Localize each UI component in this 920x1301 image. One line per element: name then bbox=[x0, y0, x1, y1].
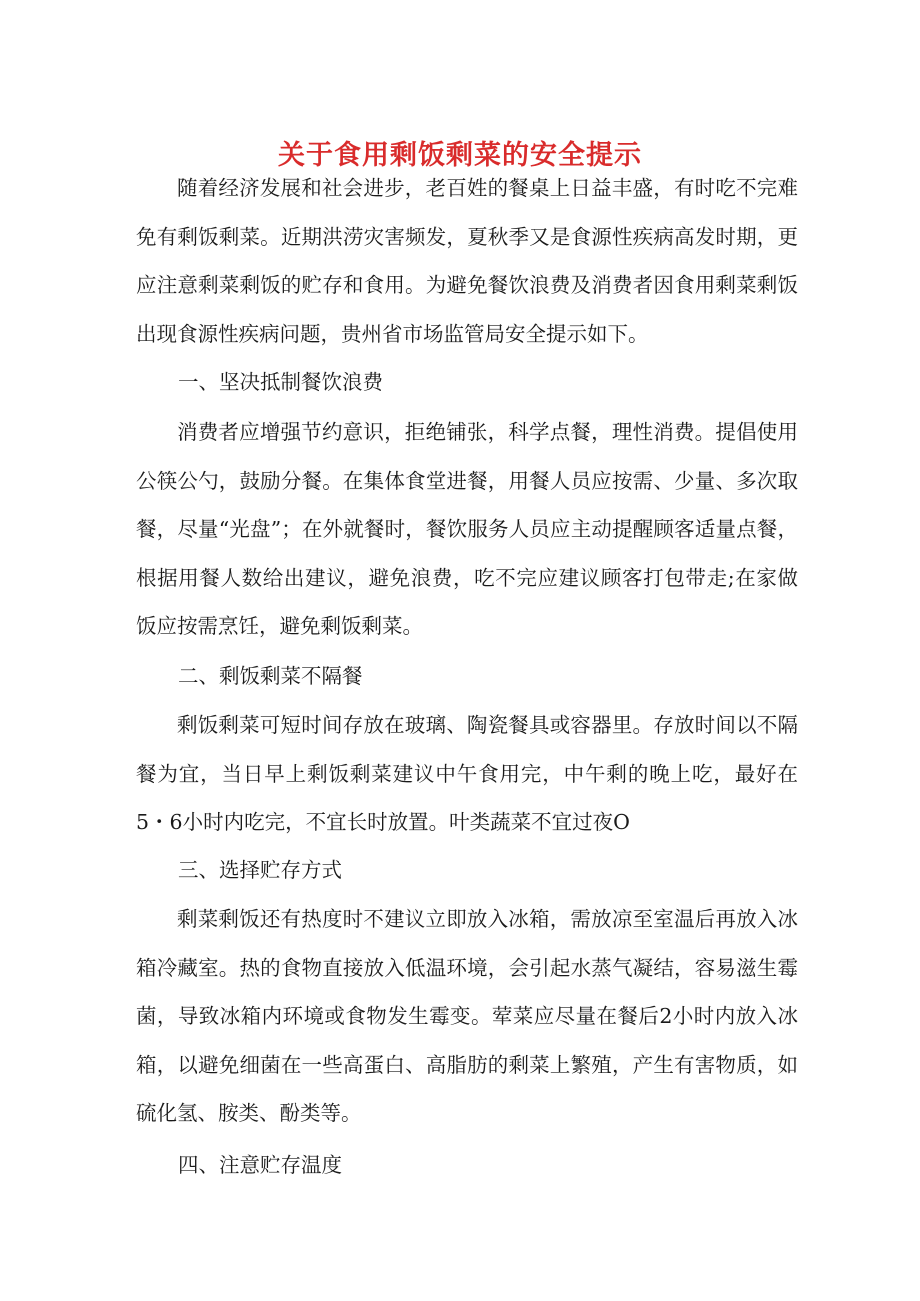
section-paragraph-3: 剩菜剩饭还有热度时不建议立即放入冰箱，需放凉至室温后再放入冰箱冷藏室。热的食物直接放入低温环境，会引起水蒸气凝结，容易滋生霉菌，导致冰箱内环境或食物发生霉变。荤菜应尽量在餐后2小时内放入冰箱，以避免细菌在一些高蛋白、高脂肪的剩菜上繁殖，产生有害物质，如硫化氢、胺类、酚类等。 bbox=[136, 907, 798, 1126]
intro-paragraph: 随着经济发展和社会进步，老百姓的餐桌上日益丰盛，有时吃不完难免有剩饭剩菜。近期洪涝灾害频发，夏秋季又是食源性疾病高发时期，更应注意剩菜剩饭的贮存和食用。为避免餐饮浪费及消费者因食用剩菜剩饭出现食源性疾病问题，贵州省市场监管局安全提示如下。 bbox=[136, 176, 798, 346]
document-title: 关于食用剩饭剩菜的安全提示 bbox=[278, 140, 642, 172]
section-paragraph-1: 消费者应增强节约意识，拒绝铺张，科学点餐，理性消费。提倡使用公筷公勺，鼓励分餐。在集体食堂进餐，用餐人员应按需、少量、多次取餐，尽量“光盘”；在外就餐时，餐饮服务人员应主动提醒顾客适量点餐，根据用餐人数给出建议，避免浪费，吃不完应建议顾客打包带走;在家做饭应按需烹饪，避免剩饭剩菜。 bbox=[136, 420, 798, 639]
section-heading-3: 三、选择贮存方式 bbox=[178, 858, 342, 882]
section-paragraph-2: 剩饭剩菜可短时间存放在玻璃、陶瓷餐具或容器里。存放时间以不隔餐为宜，当日早上剩饭剩菜建议中午食用完，中午剩的晚上吃，最好在5・6小时内吃完，不宜长时放置。叶类蔬菜不宜过夜O bbox=[136, 713, 798, 835]
section-heading-1: 一、坚决抵制餐饮浪费 bbox=[178, 370, 383, 394]
section-heading-2: 二、剩饭剩菜不隔餐 bbox=[178, 664, 363, 688]
section-heading-4: 四、注意贮存温度 bbox=[178, 1153, 342, 1177]
